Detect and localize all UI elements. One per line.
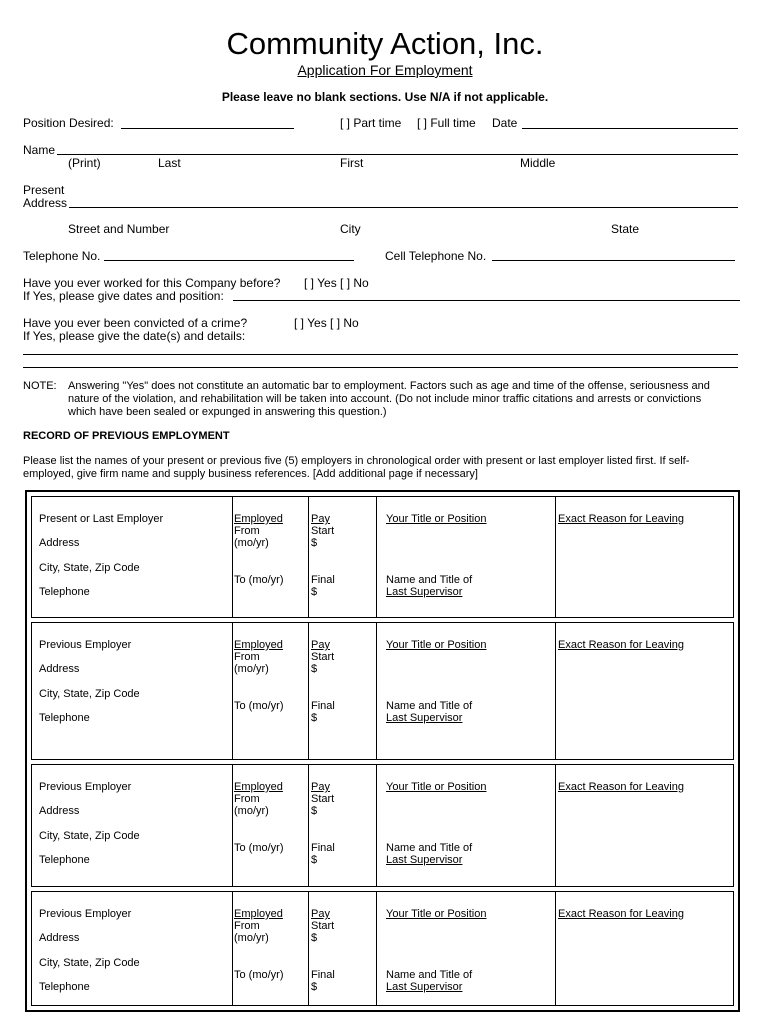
column-divider: [308, 892, 309, 1005]
convicted-checkboxes[interactable]: [ ] Yes [ ] No: [294, 316, 359, 330]
note-label: NOTE:: [23, 380, 57, 392]
pay-final-label: Final: [311, 969, 335, 981]
page-title: Community Action, Inc.: [226, 26, 544, 61]
middle-name-label: Middle: [520, 156, 556, 170]
column-divider: [376, 623, 377, 759]
employer-telephone-label: Telephone: [39, 586, 90, 598]
address-field[interactable]: [69, 207, 738, 208]
column-divider: [232, 765, 233, 886]
reason-for-leaving-label: Exact Reason for Leaving: [558, 513, 684, 525]
note-text: Answering "Yes" does not constitute an automatic bar to employment. Factors such as age and time of the offense, seriousness and nature of the violation, and rehabilitation will be taken into account. (Do not include minor traffic citations and arrests or convictions which have been sealed or expunged in answering this question.): [68, 380, 710, 418]
employer-label: Previous Employer: [39, 908, 132, 920]
employed-label: Employed: [234, 639, 283, 651]
form-title: Application For Employment: [297, 62, 473, 78]
employer-box: [31, 496, 734, 618]
convicted-question: Have you ever been convicted of a crime?: [23, 316, 248, 330]
cell-telephone-field[interactable]: [492, 260, 735, 261]
employed-mo-yr-label: (mo/yr): [234, 537, 269, 549]
column-divider: [555, 765, 556, 886]
employed-from-label: From: [234, 525, 260, 537]
convicted-details-label: If Yes, please give the date(s) and details:: [23, 329, 246, 343]
employer-city-state-zip-label: City, State, Zip Code: [39, 830, 140, 842]
first-name-label: First: [340, 156, 364, 170]
address-label: Address: [23, 196, 68, 210]
pay-start-label: Start: [311, 793, 335, 805]
position-desired-label: Position Desired:: [23, 116, 114, 130]
title-position-label: Your Title or Position: [386, 639, 487, 651]
column-divider: [376, 892, 377, 1005]
column-divider: [308, 765, 309, 886]
employed-label: Employed: [234, 513, 283, 525]
pay-label: Pay: [311, 781, 330, 793]
pay-final-dollar: $: [311, 854, 318, 866]
street-number-label: Street and Number: [68, 222, 170, 236]
pay-start-dollar: $: [311, 537, 318, 549]
pay-final-dollar: $: [311, 981, 318, 993]
full-time-checkbox[interactable]: [ ] Full time: [417, 116, 476, 130]
column-divider: [376, 765, 377, 886]
convicted-details-line-2[interactable]: [23, 367, 738, 368]
employer-box: [31, 764, 734, 887]
pay-start-dollar: $: [311, 932, 318, 944]
employed-label: Employed: [234, 908, 283, 920]
pay-final-dollar: $: [311, 586, 318, 598]
employed-from-label: From: [234, 793, 260, 805]
last-supervisor-label: Last Supervisor: [386, 981, 463, 993]
employed-to-label: To (mo/yr): [234, 842, 284, 854]
column-divider: [308, 497, 309, 617]
worked-before-details-field[interactable]: [233, 300, 740, 301]
title-position-label: Your Title or Position: [386, 908, 487, 920]
reason-for-leaving-label: Exact Reason for Leaving: [558, 639, 684, 651]
employment-table: [25, 490, 740, 1012]
employed-mo-yr-label: (mo/yr): [234, 663, 269, 675]
employer-box: [31, 622, 734, 760]
column-divider: [555, 497, 556, 617]
employer-city-state-zip-label: City, State, Zip Code: [39, 562, 140, 574]
column-divider: [232, 892, 233, 1005]
employer-label: Present or Last Employer: [39, 513, 164, 525]
column-divider: [376, 497, 377, 617]
cell-telephone-label: Cell Telephone No.: [385, 249, 487, 263]
employed-to-label: To (mo/yr): [234, 574, 284, 586]
employer-address-label: Address: [39, 805, 80, 817]
position-desired-field[interactable]: [121, 128, 294, 129]
column-divider: [308, 623, 309, 759]
employer-telephone-label: Telephone: [39, 854, 90, 866]
column-divider: [232, 623, 233, 759]
employer-box: [31, 891, 734, 1006]
last-supervisor-label: Last Supervisor: [386, 854, 463, 866]
supervisor-name-title-label: Name and Title of: [386, 842, 473, 854]
column-divider: [555, 623, 556, 759]
record-instructions: Please list the names of your present or previous five (5) employers in chronological order with present or last employer listed first. If self-employed, give firm name and supply business references. [Add additional page if necessary]: [23, 455, 690, 480]
pay-start-label: Start: [311, 525, 335, 537]
title-position-label: Your Title or Position: [386, 781, 487, 793]
pay-final-label: Final: [311, 700, 335, 712]
print-label: (Print): [68, 156, 101, 170]
pay-start-dollar: $: [311, 805, 318, 817]
pay-final-label: Final: [311, 842, 335, 854]
pay-start-label: Start: [311, 920, 335, 932]
pay-start-dollar: $: [311, 663, 318, 675]
supervisor-name-title-label: Name and Title of: [386, 574, 473, 586]
pay-start-label: Start: [311, 651, 335, 663]
present-label: Present: [23, 183, 65, 197]
supervisor-name-title-label: Name and Title of: [386, 969, 473, 981]
pay-label: Pay: [311, 513, 330, 525]
pay-label: Pay: [311, 908, 330, 920]
telephone-field[interactable]: [104, 260, 354, 261]
employer-city-state-zip-label: City, State, Zip Code: [39, 688, 140, 700]
last-name-label: Last: [158, 156, 181, 170]
last-supervisor-label: Last Supervisor: [386, 586, 463, 598]
employer-address-label: Address: [39, 663, 80, 675]
supervisor-name-title-label: Name and Title of: [386, 700, 473, 712]
name-label: Name: [23, 143, 56, 157]
worked-before-checkboxes[interactable]: [ ] Yes [ ] No: [304, 276, 369, 290]
employer-telephone-label: Telephone: [39, 712, 90, 724]
title-position-label: Your Title or Position: [386, 513, 487, 525]
pay-label: Pay: [311, 639, 330, 651]
employer-address-label: Address: [39, 537, 80, 549]
city-label: City: [340, 222, 361, 236]
employed-to-label: To (mo/yr): [234, 969, 284, 981]
employer-label: Previous Employer: [39, 781, 132, 793]
worked-before-details-label: If Yes, please give dates and position:: [23, 289, 224, 303]
employed-label: Employed: [234, 781, 283, 793]
employed-from-label: From: [234, 920, 260, 932]
reason-for-leaving-label: Exact Reason for Leaving: [558, 908, 684, 920]
employed-mo-yr-label: (mo/yr): [234, 805, 269, 817]
worked-before-question: Have you ever worked for this Company before?: [23, 276, 281, 290]
employed-mo-yr-label: (mo/yr): [234, 932, 269, 944]
date-field[interactable]: [522, 128, 738, 129]
employer-label: Previous Employer: [39, 639, 132, 651]
employer-city-state-zip-label: City, State, Zip Code: [39, 957, 140, 969]
column-divider: [232, 497, 233, 617]
pay-final-dollar: $: [311, 712, 318, 724]
form-instruction: Please leave no blank sections. Use N/A if not applicable.: [221, 90, 549, 104]
telephone-label: Telephone No.: [23, 249, 101, 263]
pay-final-label: Final: [311, 574, 335, 586]
employed-to-label: To (mo/yr): [234, 700, 284, 712]
part-time-checkbox[interactable]: [ ] Part time: [340, 116, 402, 130]
employer-telephone-label: Telephone: [39, 981, 90, 993]
convicted-details-line-1[interactable]: [23, 354, 738, 355]
last-supervisor-label: Last Supervisor: [386, 712, 463, 724]
reason-for-leaving-label: Exact Reason for Leaving: [558, 781, 684, 793]
state-label: State: [611, 222, 640, 236]
record-title: RECORD OF PREVIOUS EMPLOYMENT: [23, 430, 230, 442]
date-label: Date: [492, 116, 518, 130]
employer-address-label: Address: [39, 932, 80, 944]
name-field[interactable]: [57, 154, 738, 155]
column-divider: [555, 892, 556, 1005]
employed-from-label: From: [234, 651, 260, 663]
